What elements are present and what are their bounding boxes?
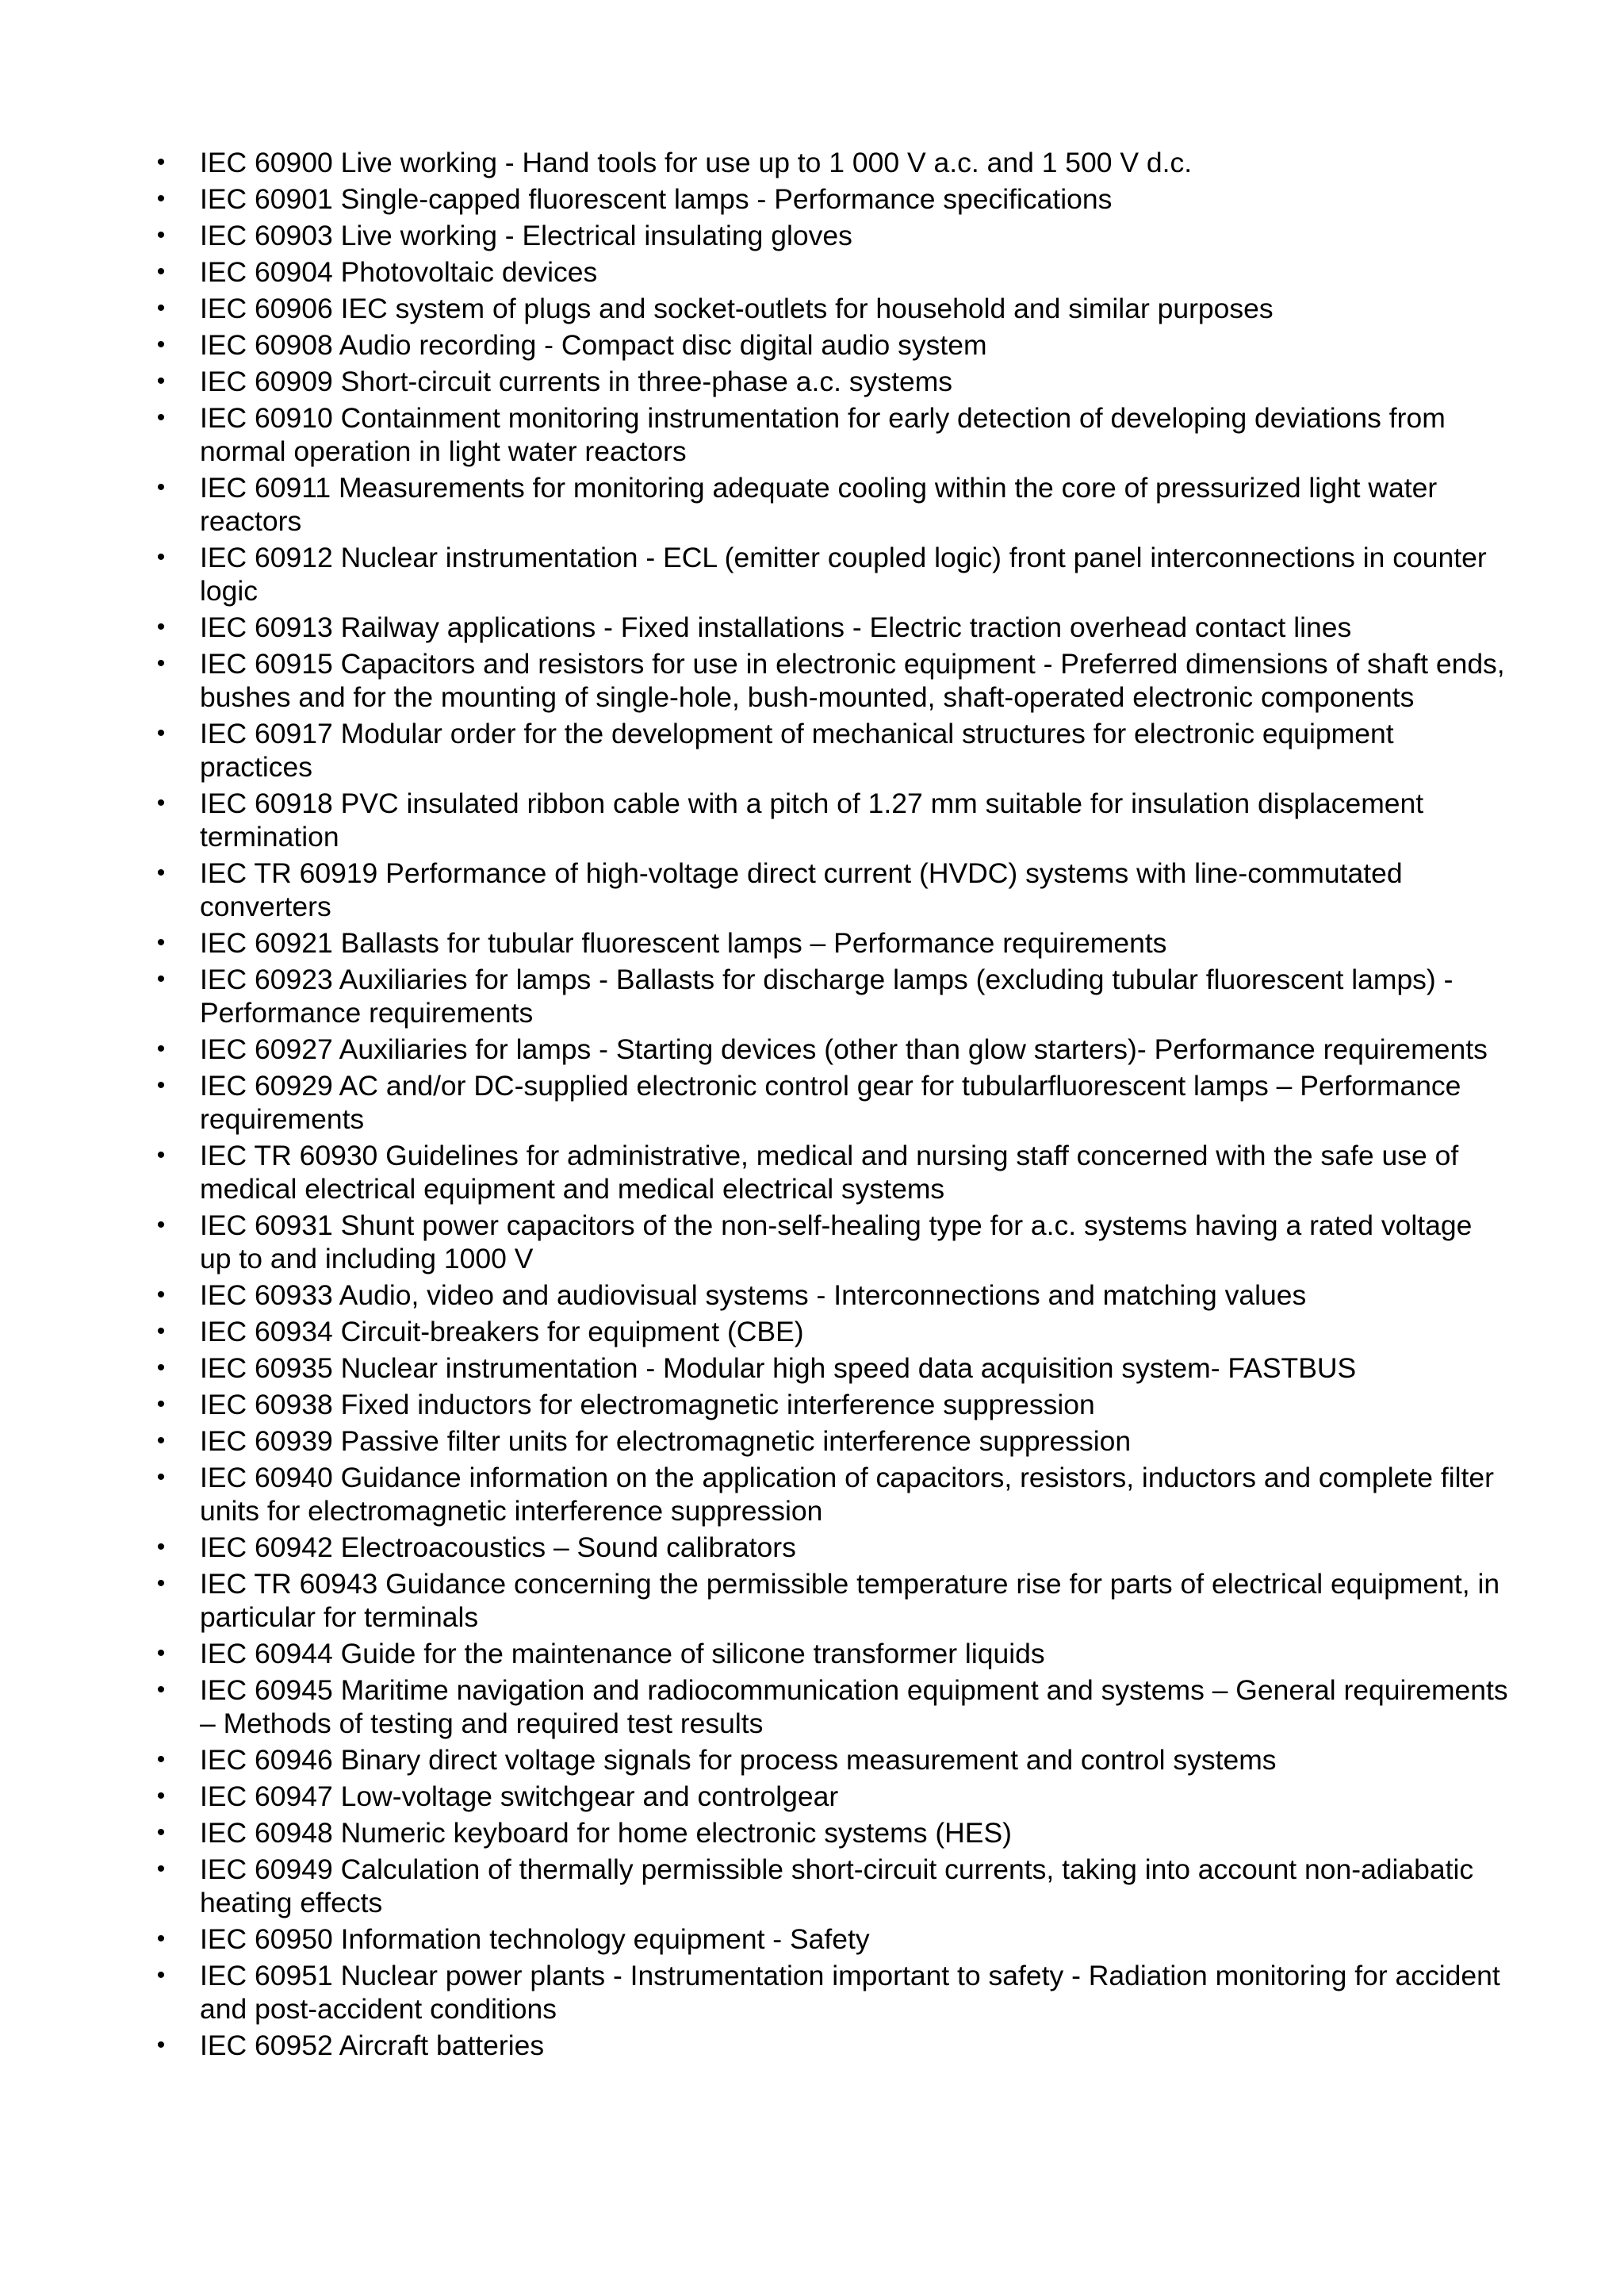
bullet-icon: •: [156, 149, 166, 175]
bullet-icon: •: [156, 966, 166, 992]
list-item: [156, 219, 1508, 252]
bullet-icon: •: [156, 1391, 166, 1417]
bullet-icon: •: [156, 1962, 166, 1988]
list-item-text: IEC 60950 Information technology equipment - Safety: [200, 1923, 870, 1955]
list-item-text: IEC 60944 Guide for the maintenance of silicone transformer liquids: [200, 1638, 1045, 1669]
bullet-icon: •: [156, 1036, 166, 1062]
bullet-icon: •: [156, 650, 166, 677]
list-item-text: IEC 60909 Short-circuit currents in three-phase a.c. systems: [200, 366, 953, 397]
list-item: [156, 1959, 1508, 2026]
list-item-text: IEC 60945 Maritime navigation and radiocommunication equipment and systems – General requirements – Methods of testing and required test results: [200, 1674, 1508, 1739]
list-item-text: IEC 60917 Modular order for the development of mechanical structures for electronic equipment practices: [200, 718, 1394, 783]
bullet-icon: •: [156, 720, 166, 746]
bullet-icon: •: [156, 474, 166, 500]
bullet-icon: •: [156, 332, 166, 358]
list-item-text: IEC 60940 Guidance information on the application of capacitors, resistors, inductors and complete filter units for electromagnetic interference suppression: [200, 1462, 1494, 1527]
list-item: [156, 1567, 1508, 1634]
list-item: [156, 1139, 1508, 1205]
bullet-icon: •: [156, 1640, 166, 1666]
bullet-icon: •: [156, 1856, 166, 1882]
list-item: [156, 1461, 1508, 1527]
bullet-icon: •: [156, 186, 166, 212]
list-item-text: IEC 60952 Aircraft batteries: [200, 2030, 545, 2061]
list-item: [156, 292, 1508, 325]
list-item: [156, 647, 1508, 714]
list-item: [156, 1743, 1508, 1777]
list-item: [156, 1278, 1508, 1312]
list-item-text: IEC 60918 PVC insulated ribbon cable with a pitch of 1.27 mm suitable for insulation displacement termination: [200, 788, 1424, 853]
bullet-icon: •: [156, 295, 166, 321]
list-item: [156, 1033, 1508, 1066]
list-item-text: IEC 60910 Containment monitoring instrumentation for early detection of developing deviations from normal operation in light water reactors: [200, 402, 1446, 467]
list-item-text: IEC 60938 Fixed inductors for electromagnetic interference suppression: [200, 1389, 1095, 1420]
bullet-icon: •: [156, 2032, 166, 2058]
list-item: [156, 541, 1508, 608]
list-item: [156, 328, 1508, 362]
list-item: [156, 1637, 1508, 1670]
list-item: [156, 365, 1508, 398]
list-item-text: IEC 60951 Nuclear power plants - Instrumentation important to safety - Radiation monitoring for accident and post-accident conditions: [200, 1960, 1500, 2025]
list-item: [156, 255, 1508, 289]
list-item-text: IEC TR 60943 Guidance concerning the permissible temperature rise for parts of electrical equipment, in particular for terminals: [200, 1568, 1500, 1633]
list-item-text: IEC 60929 AC and/or DC-supplied electronic control gear for tubularfluorescent lamps – Performance requirements: [200, 1070, 1461, 1135]
bullet-icon: •: [156, 1318, 166, 1344]
list-item: [156, 401, 1508, 468]
list-item-text: IEC 60901 Single-capped fluorescent lamps - Performance specifications: [200, 183, 1113, 215]
list-item-text: IEC 60933 Audio, video and audiovisual systems - Interconnections and matching values: [200, 1279, 1307, 1311]
list-item-text: IEC 60906 IEC system of plugs and socket-outlets for household and similar purposes: [200, 293, 1274, 324]
list-item: [156, 1069, 1508, 1136]
list-item: [156, 857, 1508, 923]
list-item-text: IEC 60935 Nuclear instrumentation - Modular high speed data acquisition system- FASTBUS: [200, 1352, 1357, 1384]
list-item: [156, 787, 1508, 853]
bullet-icon: •: [156, 1677, 166, 1703]
list-item-text: IEC 60949 Calculation of thermally permissible short-circuit currents, taking into account non-adiabatic heating effects: [200, 1853, 1474, 1918]
list-item-text: IEC 60927 Auxiliaries for lamps - Starting devices (other than glow starters)- Performance requirements: [200, 1033, 1488, 1065]
bullet-icon: •: [156, 1212, 166, 1238]
list-item-text: IEC 60900 Live working - Hand tools for use up to 1 000 V a.c. and 1 500 V d.c.: [200, 147, 1193, 178]
bullet-icon: •: [156, 1819, 166, 1846]
list-item: [156, 1351, 1508, 1385]
list-item: [156, 1922, 1508, 1956]
list-item: [156, 1673, 1508, 1740]
bullet-icon: •: [156, 404, 166, 431]
bullet-icon: •: [156, 1072, 166, 1098]
standards-list: [156, 146, 1508, 2065]
bullet-icon: •: [156, 1428, 166, 1454]
bullet-icon: •: [156, 1534, 166, 1560]
list-item: [156, 1853, 1508, 1919]
list-item-text: IEC 60904 Photovoltaic devices: [200, 256, 598, 288]
bullet-icon: •: [156, 614, 166, 640]
list-item: [156, 146, 1508, 179]
bullet-icon: •: [156, 1282, 166, 1308]
list-item: [156, 963, 1508, 1029]
bullet-icon: •: [156, 1464, 166, 1490]
list-item-text: IEC TR 60919 Performance of high-voltage direct current (HVDC) systems with line-commutated converters: [200, 857, 1403, 922]
list-item: [156, 1780, 1508, 1813]
list-item-text: IEC 60942 Electroacoustics – Sound calibrators: [200, 1531, 796, 1563]
list-item: [156, 717, 1508, 784]
list-item: [156, 2029, 1508, 2062]
bullet-icon: •: [156, 790, 166, 816]
list-item-text: IEC 60946 Binary direct voltage signals for process measurement and control systems: [200, 1744, 1277, 1776]
bullet-icon: •: [156, 1142, 166, 1168]
list-item: [156, 1816, 1508, 1849]
list-item: [156, 1315, 1508, 1348]
bullet-icon: •: [156, 1746, 166, 1773]
list-item: [156, 471, 1508, 538]
list-item-text: IEC 60912 Nuclear instrumentation - ECL (emitter coupled logic) front panel interconnections in counter logic: [200, 542, 1487, 607]
list-item-text: IEC TR 60930 Guidelines for administrative, medical and nursing staff concerned with the safe use of medical electrical equipment and medical electrical systems: [200, 1140, 1459, 1205]
list-item: [156, 926, 1508, 960]
list-item: [156, 1424, 1508, 1458]
bullet-icon: •: [156, 930, 166, 956]
list-item-text: IEC 60923 Auxiliaries for lamps - Ballasts for discharge lamps (excluding tubular fluorescent lamps) - Performance requirements: [200, 964, 1454, 1029]
list-item-text: IEC 60931 Shunt power capacitors of the non-self-healing type for a.c. systems having a rated voltage up to and including 1000 V: [200, 1209, 1473, 1274]
bullet-icon: •: [156, 544, 166, 570]
list-item-text: IEC 60911 Measurements for monitoring adequate cooling within the core of pressurized light water reactors: [200, 472, 1438, 537]
list-item: [156, 611, 1508, 644]
bullet-icon: •: [156, 368, 166, 394]
bullet-icon: •: [156, 1783, 166, 1809]
list-item-text: IEC 60915 Capacitors and resistors for use in electronic equipment - Preferred dimensions of shaft ends, bushes and for the mounting of single-hole, bush-mounted, shaft-operated electronic components: [200, 648, 1505, 713]
list-item: [156, 182, 1508, 216]
bullet-icon: •: [156, 860, 166, 886]
list-item-text: IEC 60921 Ballasts for tubular fluorescent lamps – Performance requirements: [200, 927, 1167, 959]
bullet-icon: •: [156, 259, 166, 285]
bullet-icon: •: [156, 1926, 166, 1952]
list-item: [156, 1531, 1508, 1564]
list-item-text: IEC 60947 Low-voltage switchgear and controlgear: [200, 1780, 839, 1812]
list-item-text: IEC 60903 Live working - Electrical insulating gloves: [200, 220, 852, 251]
list-item-text: IEC 60913 Railway applications - Fixed installations - Electric traction overhead contact lines: [200, 611, 1352, 643]
list-item-text: IEC 60934 Circuit-breakers for equipment (CBE): [200, 1316, 804, 1347]
list-item-text: IEC 60908 Audio recording - Compact disc digital audio system: [200, 329, 987, 361]
list-item: [156, 1209, 1508, 1275]
list-item-text: IEC 60948 Numeric keyboard for home electronic systems (HES): [200, 1817, 1012, 1849]
bullet-icon: •: [156, 222, 166, 248]
list-item-text: IEC 60939 Passive filter units for electromagnetic interference suppression: [200, 1425, 1132, 1457]
bullet-icon: •: [156, 1355, 166, 1381]
list-item: [156, 1388, 1508, 1421]
bullet-icon: •: [156, 1570, 166, 1596]
